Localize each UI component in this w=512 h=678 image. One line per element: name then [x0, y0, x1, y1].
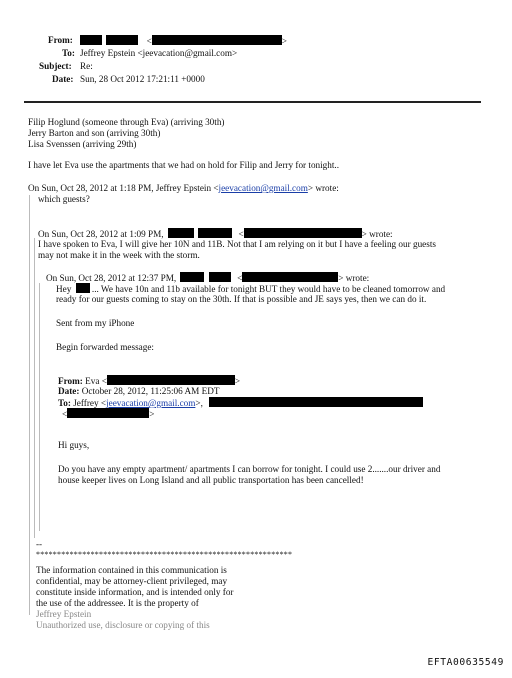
quote3-line: Hey ... We have 10n and 11b available for tonight BUT they would have to be cleaned tomorrow and [56, 284, 446, 294]
from-label: From: [48, 35, 73, 45]
quote2-line: I have spoken to Eva, I will give her 10N and 11B. Not that I am relying on it but I have a feeling our guests [38, 239, 436, 249]
header-divider [24, 101, 481, 103]
fwd-to: To: Jeffrey <jeevacation@gmail.com>, [58, 397, 423, 409]
quote1-header: On Sun, Oct 28, 2012 at 1:18 PM, Jeffrey Epstein <jeevacation@gmail.com> wrote: [28, 183, 339, 193]
date-value: Sun, 28 Oct 2012 17:21:11 +0000 [80, 74, 205, 84]
guest-list-item: Filip Hoglund (someone through Eva) (arriving 30th) [28, 117, 225, 127]
fwd-date: Date: October 28, 2012, 11:25:06 AM EDT [58, 386, 220, 396]
request-line: Do you have any empty apartment/ apartments I can borrow for tonight. I could use 2.......our driver and [58, 464, 441, 474]
guest-list-item: Jerry Barton and son (arriving 30th) [28, 128, 161, 138]
redaction [209, 272, 231, 282]
quote2-line: may not make it in the week with the storm. [38, 250, 200, 260]
to-label: To: [62, 48, 75, 58]
redaction [67, 408, 149, 418]
disclaimer-line: confidential, may be attorney-client privileged, may [36, 576, 228, 586]
signature-dashes: -- [36, 539, 43, 549]
fwd-to-line2: < > [62, 409, 155, 419]
disclaimer-line: constitute inside information, and is intended only for [36, 587, 234, 597]
quote2-header: On Sun, Oct 28, 2012 at 1:09 PM, < > wrote: [38, 229, 393, 239]
redaction [198, 228, 232, 238]
from-value: < > [80, 35, 287, 47]
message-text: I have let Eva use the apartments that we had on hold for Filip and Jerry for tonight.. [28, 160, 340, 170]
disclaimer-line: The information contained in this communication is [36, 565, 227, 575]
to-value: Jeffrey Epstein <jeevacation@gmail.com> [80, 48, 238, 58]
quote1-text: which guests? [38, 194, 90, 204]
disclaimer-line: Unauthorized use, disclosure or copying of this [36, 620, 210, 630]
quote-bar [34, 238, 35, 538]
quote-bar [39, 283, 40, 531]
redaction [180, 272, 204, 282]
begin-forwarded-text: Begin forwarded message: [56, 342, 154, 352]
quote-bar [29, 195, 30, 615]
date-label: Date: [52, 74, 74, 84]
quote3-header: On Sun, Oct 28, 2012 at 12:37 PM, < > wrote: [46, 273, 370, 283]
guest-list-item: Lisa Svenssen (arriving 29th) [28, 139, 137, 149]
redaction [152, 35, 282, 45]
redaction [106, 35, 138, 45]
document-id: EFTA00635549 [427, 656, 504, 668]
disclaimer-line: Jeffrey Epstein [36, 609, 92, 619]
disclaimer-line: the use of the addressee. It is the property of [36, 598, 199, 608]
redaction [242, 272, 338, 282]
subject-label: Subject: [39, 61, 72, 71]
email-link[interactable]: jeevacation@gmail.com [106, 398, 196, 408]
redaction [80, 35, 102, 45]
request-line: house keeper lives on Long Island and all public transportation has been cancelled! [58, 475, 364, 485]
redaction [209, 397, 423, 407]
redaction [76, 283, 90, 293]
quote3-line: ready for our guests coming to stay on the 30th. If that is possible and JE says yes, then we can do it. [56, 294, 427, 304]
star-separator: ************************************************************* [36, 550, 293, 559]
redaction [107, 375, 235, 385]
sent-from-text: Sent from my iPhone [56, 318, 135, 328]
fwd-from: From: Eva < > [58, 376, 241, 386]
redaction [244, 228, 362, 238]
subject-value: Re: [80, 61, 93, 71]
redaction [168, 228, 194, 238]
greeting-text: Hi guys, [58, 440, 90, 450]
email-link[interactable]: jeevacation@gmail.com [218, 183, 308, 193]
